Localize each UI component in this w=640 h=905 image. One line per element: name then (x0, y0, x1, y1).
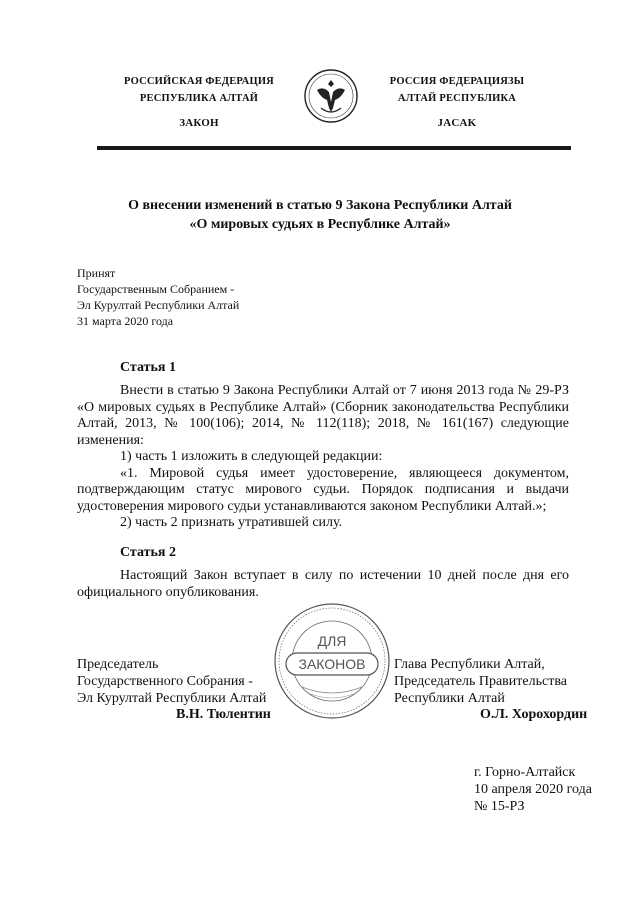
article2-body (77, 568, 569, 601)
article1-heading: Статья 1 (120, 360, 176, 375)
article2-text: Настоящий Закон вступает в силу по истечении 10 дней после дня его официального опубликования. (77, 568, 569, 600)
official-stamp-seal (272, 601, 392, 721)
article1-item2: 2) часть 2 признать утратившей силу. (120, 515, 343, 530)
article1-item1: 1) часть 1 изложить в следующей редакции: (120, 449, 383, 464)
law-number: № 15-РЗ (474, 799, 525, 814)
law-title (60, 196, 580, 234)
article2-heading: Статья 2 (120, 545, 176, 560)
header-left-country: РОССИЙСКАЯ ФЕДЕРАЦИЯ (124, 76, 274, 87)
signature-left-name: В.Н. Тюлентин (176, 707, 271, 722)
signature-right-title2: Председатель Правительства (394, 674, 567, 689)
header-divider (97, 146, 571, 150)
signature-left-title2: Государственного Собрания - (77, 674, 253, 689)
place-city: г. Горно-Алтайск (474, 765, 576, 780)
place-date-block (474, 764, 592, 815)
place-date: 10 апреля 2020 года (474, 782, 592, 797)
header-left-doc-type: ЗАКОН (179, 117, 219, 129)
article1-intro: Внести в статью 9 Закона Республики Алтай от 7 июня 2013 года № 29-РЗ «О мировых судьях в Республике Алтай» (Сборник законодательства Республики Алтай, 2013, № 100(106); 2014, № 112(118); 2018, № 161(167) следующие изменения: (77, 383, 569, 448)
article1-body (77, 383, 569, 532)
signature-right-name: О.Л. Хорохордин (480, 707, 588, 722)
header-left-block (104, 76, 294, 129)
header-right-doc-type: JACAK (437, 117, 477, 129)
signature-left-title1: Председатель (77, 657, 159, 672)
accepted-line1: Принят (77, 266, 116, 280)
header-right-republic: АЛТАЙ РЕСПУБЛИКА (397, 93, 517, 104)
accepted-date: 31 марта 2020 года (77, 314, 174, 328)
law-title-line1: О внесении изменений в статью 9 Закона Республики Алтай (128, 198, 512, 213)
law-title-line2: «О мировых судьях в Республике Алтай» (189, 217, 451, 232)
signature-right-title3: Республики Алтай (394, 691, 505, 706)
signature-right-block (394, 656, 594, 707)
header-right-country: РОССИЯ ФЕДЕРАЦИЯЗЫ (389, 76, 525, 87)
header-right-block (362, 76, 552, 129)
accepted-block (77, 265, 239, 329)
article1-quote: «1. Мировой судья имеет удостоверение, являющееся документом, подтверждающим статус мирового судьи. Порядок подписания и выдачи удостоверения мирового судьи устанавливаются законом Республики Алтай.»; (77, 465, 569, 514)
coat-of-arms-emblem (303, 68, 359, 124)
accepted-line2: Государственным Собранием - (77, 282, 235, 296)
header-left-republic: РЕСПУБЛИКА АЛТАЙ (139, 93, 259, 104)
signature-left-block (77, 656, 287, 707)
signature-right-title1: Глава Республики Алтай, (394, 657, 545, 672)
signature-left-title3: Эл Курултай Республики Алтай (77, 691, 267, 706)
accepted-line3: Эл Курултай Республики Алтай (77, 298, 240, 312)
stamp-text-line1: ДЛЯ (317, 633, 347, 649)
stamp-text-line2: ЗАКОНОВ (298, 656, 366, 672)
